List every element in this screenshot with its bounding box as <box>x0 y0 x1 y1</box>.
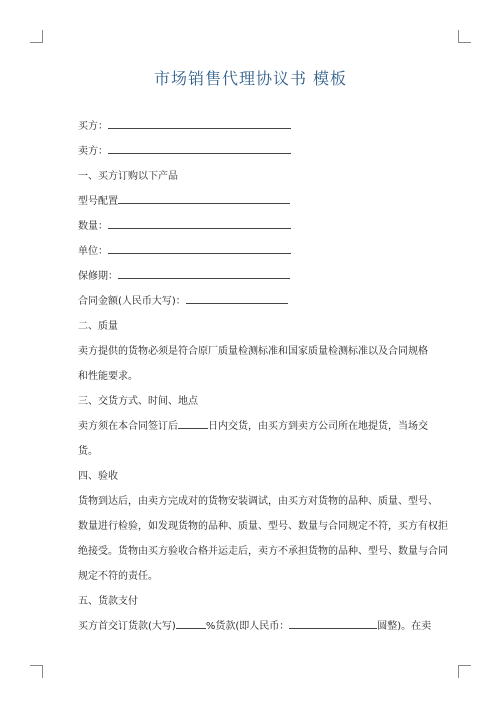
model-label: 型号配置 <box>78 196 118 207</box>
warranty-label: 保修期： <box>78 271 118 282</box>
buyer-blank[interactable] <box>108 118 291 129</box>
amount-line <box>78 292 288 307</box>
buyer-line <box>78 117 291 132</box>
amount-label: 合同金额(人民币大写)： <box>78 296 186 307</box>
section5-text-b: %货款(即人民币： <box>205 621 290 632</box>
unit-label: 单位： <box>78 246 108 257</box>
section5-text-c: 圆整)。在卖 <box>377 621 432 632</box>
document-title: 市场销售代理协议书 模板 <box>153 69 348 88</box>
quantity-blank[interactable] <box>108 218 291 229</box>
section1-heading: 一、买方订购以下产品 <box>78 171 178 182</box>
corner-mark-top-right <box>458 30 471 43</box>
quantity-label: 数量： <box>78 221 108 232</box>
warranty-line <box>78 267 290 282</box>
section3-line2: 货。 <box>78 446 98 457</box>
unit-line <box>78 242 291 257</box>
section4-line2: 数量进行检验，如发现货物的品种、质量、型号、数量与合同规定不符，买方有权拒 <box>78 521 448 532</box>
model-line <box>78 192 290 207</box>
corner-mark-top-left <box>30 30 43 43</box>
seller-line <box>78 142 291 157</box>
section4-line3: 绝接受。货物由买方验收合格并运走后，卖方不承担货物的品种、型号、数量与合同 <box>78 546 448 557</box>
section5-heading: 五、货款支付 <box>78 596 138 607</box>
section2-heading: 二、质量 <box>78 321 118 332</box>
section4-heading: 四、验收 <box>78 471 118 482</box>
quantity-line <box>78 217 291 232</box>
seller-label: 卖方： <box>78 146 108 157</box>
corner-mark-bottom-right <box>458 665 471 678</box>
down-payment-amount-blank[interactable] <box>289 618 377 629</box>
buyer-label: 买方： <box>78 121 108 132</box>
section2-line1: 卖方提供的货物必须是符合原厂质量检测标准和国家质量检测标准以及合同规格 <box>78 346 428 357</box>
section4-line4: 规定不符的责任。 <box>78 571 158 582</box>
down-payment-percent-blank[interactable] <box>176 618 206 629</box>
warranty-blank[interactable] <box>118 268 290 279</box>
corner-mark-bottom-left <box>30 665 43 678</box>
section3-pre-text: 卖方须在本合同签订后 <box>78 421 178 432</box>
unit-blank[interactable] <box>108 243 291 254</box>
section4-line1: 货物到达后，由卖方完成对的货物安装调试，由买方对货物的品种、质量、型号、 <box>78 496 438 507</box>
section5-line1 <box>78 617 431 632</box>
amount-blank[interactable] <box>186 293 288 304</box>
model-blank[interactable] <box>118 193 290 204</box>
delivery-days-blank[interactable] <box>178 418 208 429</box>
section3-post-text: 日内交货，由买方到卖方公司所在地提货，当场交 <box>208 421 428 432</box>
section3-heading: 三、交货方式、时间、地点 <box>78 396 198 407</box>
section2-line2: 和性能要求。 <box>78 371 138 382</box>
seller-blank[interactable] <box>108 143 291 154</box>
section5-text-a: 买方首交订货款(大写) <box>78 621 176 632</box>
section3-line1 <box>78 417 428 432</box>
